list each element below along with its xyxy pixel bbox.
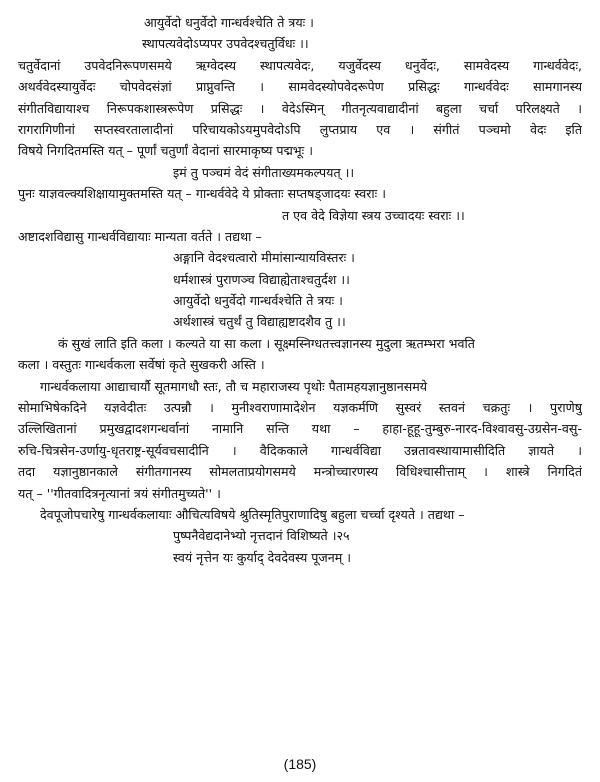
prose-line: संगीतविद्यायाश्च निरूपकशास्त्ररूपेण प्रसिद्धः । वेदेऽस्मिन् गीतनृत्यवाद्यादीनां बहुला चर्चा परिलक्ष्यते ।	[18, 100, 582, 116]
prose-line: चतुर्वेदानां उपवेदनिरूपणसमये ऋग्वेदस्य स्थापत्यवेदः, यजुर्वेदस्य धनुर्वेदः, सामवेदस्य गान्धर्ववेदः,	[18, 57, 582, 73]
verse-line: आयुर्वेदो धनुर्वेदो गान्धर्वश्चेति ते त्रयः ।	[173, 293, 343, 309]
verse-line: स्थापत्यवेदोऽप्यपर उपवेदश्चतुर्विधः ।।	[142, 36, 309, 52]
verse-line: पुष्पनैवेद्यदानेभ्यो नृत्तदानं विशिष्यते ।२५	[173, 528, 350, 544]
page-number: (185)	[283, 756, 317, 772]
verse-line: अङ्गानि वेदश्चत्वारो मीमांसान्यायविस्तरः ।	[173, 250, 355, 266]
prose-line: सोमाभिषेकदिने यज्ञवेदीतः उत्पन्नौ । मुनीश्वराणामादेशेन यज्ञकर्मणि सुस्वरं स्तवनं चक्रतुः । पुराणेषु	[18, 400, 582, 416]
prose-line: पुनः याज्ञवल्क्यशिक्षायामुक्तमस्ति यत् – गान्धर्ववेदे ये प्रोक्ताः सप्तषड्जादयः स्वराः ।	[18, 186, 386, 202]
prose-line: अथर्ववेदस्यायुर्वेदः चोपवेदसंज्ञां प्राप्नुवन्ति । सामवेदस्योपवेदरूपेण प्रसिद्धः गान्धर्ववेदः सामगानस्य	[18, 79, 582, 95]
verse-line: अर्थशास्त्रं चतुर्थं तु विद्याह्यष्टादशैव तु ।।	[173, 314, 346, 330]
prose-line: देवपूजोपचारेषु गान्धर्वकलायाः औचित्यविषये श्रुतिस्मृतिपुराणादिषु बहुला चर्च्चा दृश्यते । तद्यथा –	[40, 506, 465, 522]
prose-line: गान्धर्वकलाया आद्याचार्यौ सूतमागधौ स्तः, तौ च महाराजस्य पृथोः पैतामहयज्ञानुष्ठानसमये	[40, 378, 428, 394]
prose-line: कला । वस्तुतः गान्धर्वकला सर्वेषां कृते सुखकरी अस्ति ।	[18, 357, 265, 373]
verse-line: त एव वेदे विज्ञेया स्त्रय उच्चादयः स्वराः ।।	[282, 207, 465, 223]
prose-line: रुचि-चित्रसेन-उर्णायु-धृतराष्ट्र-सूर्यवचसादीनि । वैदिककाले गान्धर्वविद्या उन्नतावस्थायामासीदिति ज्ञायते ।	[18, 442, 582, 458]
verse-line: धर्मशास्त्रं पुराणञ्च विद्याह्येताश्चतुर्दश ।।	[173, 271, 350, 287]
verse-line: स्वयं नृत्तेन यः कुर्याद् देवदेवस्य पूजनम् ।	[173, 549, 352, 565]
prose-line: विषये निगदितमस्ति यत् – पूर्णां चतुर्णां वेदानां सारमाकृष्य पद्मभूः ।	[18, 143, 313, 159]
prose-line: यत् – ''गीतवादित्रनृत्यानां त्रयं संगीतमुच्यते'' ।	[18, 485, 221, 501]
verse-line: इमं तु पञ्चमं वेदं संगीताख्यमकल्पयत् ।।	[173, 164, 355, 180]
prose-line: तदा यज्ञानुष्ठानकाले संगीतगानस्य सोमलताप्रयोगसमये मन्त्रोच्चारणस्य विधिश्चासीत्ताम् । शास्त्रे निगदितं	[18, 464, 582, 480]
verse-line: आयुर्वेदो धनुर्वेदो गान्धर्वश्चेति ते त्रयः ।	[144, 15, 314, 30]
prose-line: कं सुखं लाति इति कला । कल्यते या सा कला । सूक्ष्मस्निग्धतत्त्वज्ञानस्य मुदुला ऋतम्भरा भवति	[58, 335, 475, 351]
prose-line: अष्टादशविद्यासु गान्धर्वविद्यायाः मान्यता वर्तते । तद्यथा –	[18, 228, 262, 244]
prose-line: रागरागिणीनां सप्तस्वरतालादीनां परिचायकोऽयमुपवेदोऽपि लुप्तप्राय एव । संगीतं पञ्चमो वेदः इति	[18, 121, 582, 137]
prose-line: उल्लिखितानां प्रमुखद्वादशगन्धर्वानां नामानि सन्ति यथा – हाहा-हूहू-तुम्बुरु-नारद-विश्वावसु-उग्रसेन-वसु-	[18, 421, 582, 437]
